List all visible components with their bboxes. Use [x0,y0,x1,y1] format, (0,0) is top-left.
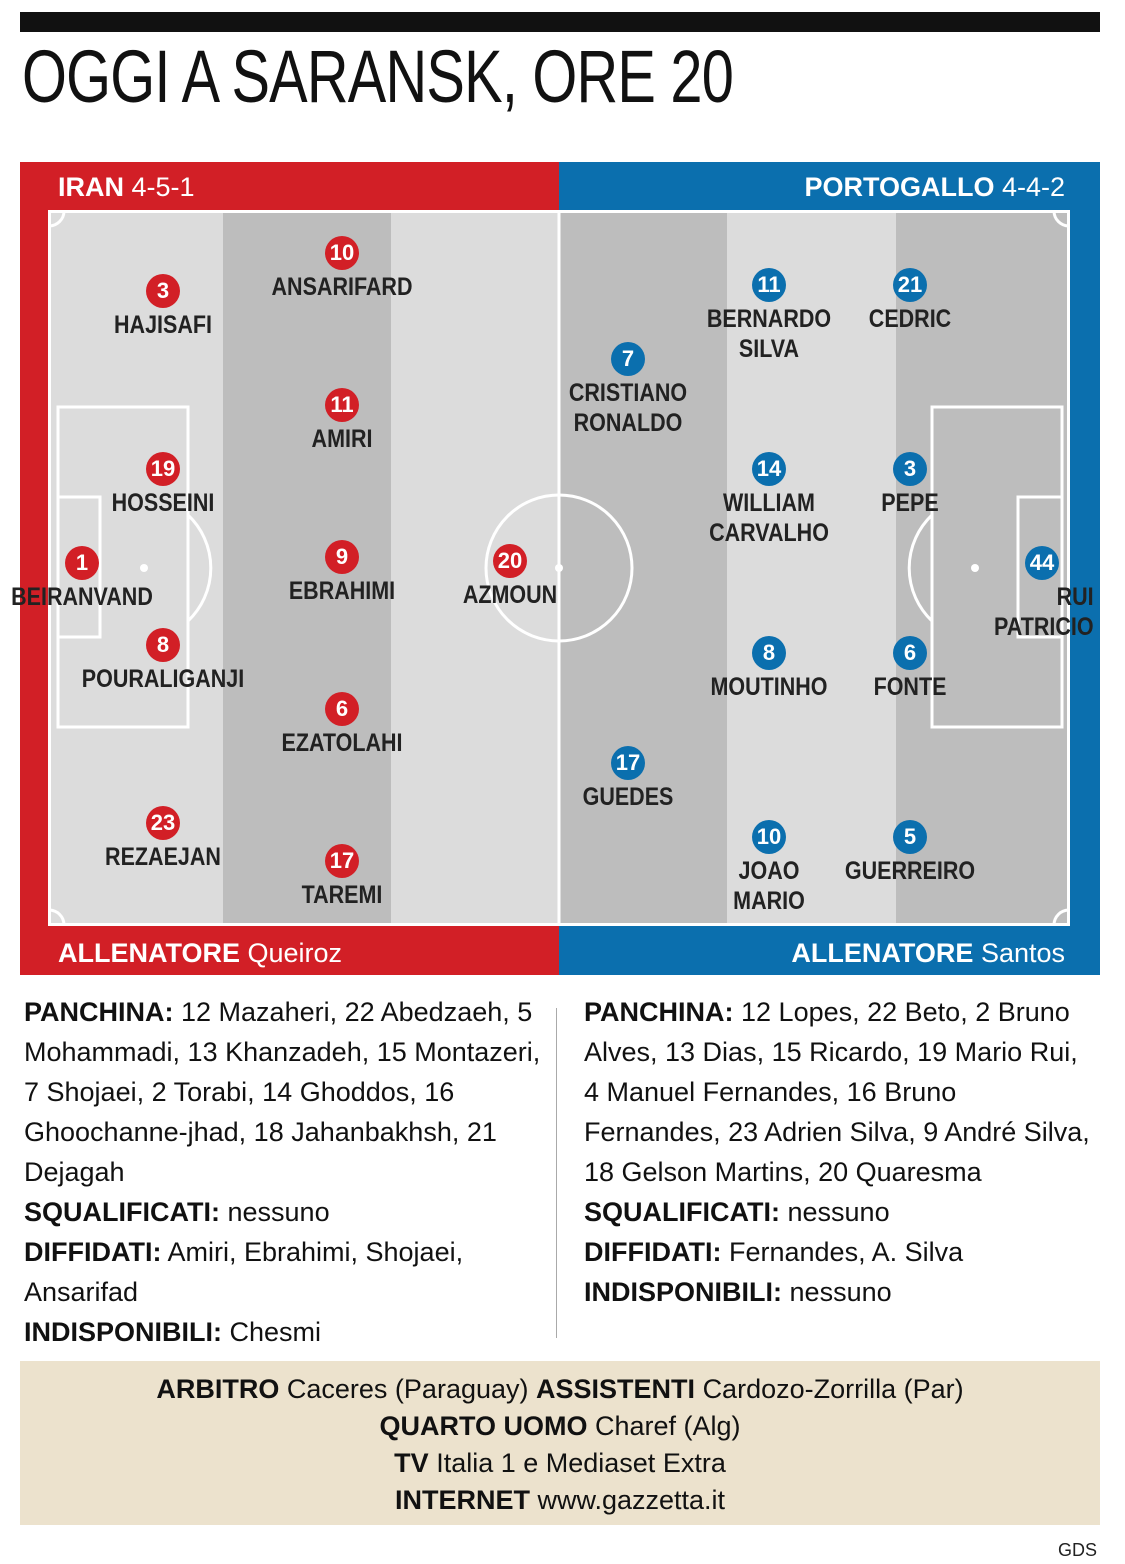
player-name: BERNARDO SILVA [706,305,832,363]
bench-list: 12 Mazaheri, 22 Abedzaeh, 5 Mohammadi, 13 Khanzadeh, 15 Montazeri, 7 Shojaei, 2 Torabi, 14 Ghoddos, 16 Ghoochanne-jhad, 18 Jahanbakhsh, 21 Dejagah [24,997,541,1187]
suspended-label: SQUALIFICATI: [24,1197,220,1227]
player-name: TAREMI [301,881,383,909]
suspended-label: SQUALIFICATI: [584,1197,780,1227]
player-name: FONTE [873,673,947,701]
player-number: 1 [65,546,99,580]
player-name: CEDRIC [868,305,952,333]
player-name: PEPE [881,489,939,517]
referee-value: Caceres (Paraguay) [286,1374,529,1404]
referee-line [20,1371,1100,1408]
player-iran-hosseini [43,452,283,518]
player-name: GUERREIRO [844,857,976,885]
fourth-official-value: Charef (Alg) [594,1411,741,1441]
player-portugal-guerreiro [790,820,1030,886]
portugal-warned [584,1232,1094,1272]
player-portugal-fonte [790,636,1030,702]
tv-line [20,1445,1100,1482]
player-iran-taremi [222,844,462,910]
iran-suspended [24,1192,544,1232]
player-number: 3 [146,274,180,308]
player-number: 7 [611,342,645,376]
player-iran-beiranvand [0,546,202,612]
assistants-value: Cardozo-Zorrilla (Par) [702,1374,964,1404]
player-number: 14 [752,452,786,486]
pitch [11,210,1094,926]
unavailable-label: INDISPONIBILI: [24,1317,223,1347]
player-number: 6 [893,636,927,670]
player-iran-ansarifard [222,236,462,302]
player-name: HOSSEINI [111,489,215,517]
player-number: 11 [752,268,786,302]
iran-coach-name: Queiroz [247,938,343,968]
player-number: 17 [611,746,645,780]
player-number: 23 [146,806,180,840]
player-portugal-pepe [790,452,1030,518]
player-name: WILLIAM CARVALHO [709,489,829,547]
credit: GDS [1057,1540,1097,1560]
warned-label: DIFFIDATI: [584,1237,722,1267]
player-name: AZMOUN [462,581,558,609]
player-number: 19 [146,452,180,486]
player-name: RUI PATRICIO [994,583,1094,641]
warned-value: Amiri, Ebrahimi, Shojaei, Ansarifad [24,1237,464,1307]
warned-value: Fernandes, A. Silva [728,1237,964,1267]
iran-coach [58,936,342,970]
column-divider [556,1008,557,1338]
iran-header [58,172,195,202]
player-name: GUEDES [582,783,674,811]
bench-label: PANCHINA: [24,997,174,1027]
referee-label: ARBITRO [156,1374,280,1404]
bench-list: 12 Lopes, 22 Beto, 2 Bruno Alves, 13 Dias, 15 Ricardo, 19 Mario Rui, 4 Manuel Fernandes, 16 Bruno Fernandes, 23 Adrien Silva, 9 André Silva, 18 Gelson Martins, 20 Quaresma [584,997,1090,1187]
warned-label: DIFFIDATI: [24,1237,162,1267]
player-number: 8 [146,628,180,662]
player-name: AMIRI [311,425,373,453]
player-iran-ezatolahi [222,692,462,758]
internet-line [20,1482,1100,1519]
player-name: HAJISAFI [114,311,212,339]
player-iran-azmoun [390,544,630,610]
portugal-header [804,172,1065,202]
assistants-label: ASSISTENTI [536,1374,696,1404]
officials-box [20,1361,1100,1525]
player-name: EZATOLAHI [281,729,403,757]
player-name: CRISTIANO RONALDO [568,379,688,437]
player-name: REZAEJAN [105,843,221,871]
player-number: 20 [493,544,527,578]
player-number: 10 [752,820,786,854]
player-number: 21 [893,268,927,302]
iran-unavailable [24,1312,544,1352]
fourth-official-label: QUARTO UOMO [379,1411,588,1441]
player-name: POURALIGANJI [81,665,245,693]
bench-label: PANCHINA: [584,997,734,1027]
unavailable-value: Chesmi [229,1317,322,1347]
player-number: 44 [1025,546,1059,580]
player-portugal-rui-patricio [982,546,1102,642]
player-name: EBRAHIMI [288,577,396,605]
iran-info [24,992,544,1352]
player-number: 9 [325,540,359,574]
top-rule [20,12,1100,32]
portugal-coach-name: Santos [980,938,1065,968]
iran-bench [24,992,544,1192]
suspended-value: nessuno [227,1197,330,1227]
player-number: 6 [325,692,359,726]
player-number: 5 [893,820,927,854]
portugal-suspended [584,1192,1094,1232]
portugal-info [584,992,1094,1312]
tv-value: Italia 1 e Mediaset Extra [436,1448,726,1478]
player-name: BEIRANVAND [11,583,153,611]
tv-label: TV [394,1448,429,1478]
portugal-unavailable [584,1272,1094,1312]
player-number: 10 [325,236,359,270]
player-portugal-guedes [508,746,748,812]
portugal-team-name: PORTOGALLO [804,172,995,202]
portugal-coach-label: ALLENATORE [791,938,974,968]
internet-value[interactable]: www.gazzetta.it [537,1485,726,1515]
player-name: ANSARIFARD [271,273,413,301]
player-portugal-cedric [790,268,1030,334]
portugal-bench [584,992,1094,1192]
player-number: 3 [893,452,927,486]
player-number: 11 [325,388,359,422]
fourth-official-line [20,1408,1100,1445]
iran-coach-label: ALLENATORE [58,938,240,968]
suspended-value: nessuno [787,1197,890,1227]
iran-team-name: IRAN [58,172,124,202]
unavailable-label: INDISPONIBILI: [584,1277,783,1307]
iran-formation: 4-5-1 [131,172,195,202]
player-name: MOUTINHO [710,673,828,701]
iran-warned [24,1232,544,1312]
unavailable-value: nessuno [789,1277,892,1307]
player-number: 17 [325,844,359,878]
player-name: JOAO MARIO [733,857,805,915]
player-iran-pouraliganji [43,628,283,694]
portugal-coach [791,936,1065,970]
page-title: OGGI A SARANSK, ORE 20 [22,35,734,118]
player-iran-amiri [222,388,462,454]
portugal-formation: 4-4-2 [1001,172,1065,202]
internet-label: INTERNET [394,1485,530,1515]
player-number: 8 [752,636,786,670]
